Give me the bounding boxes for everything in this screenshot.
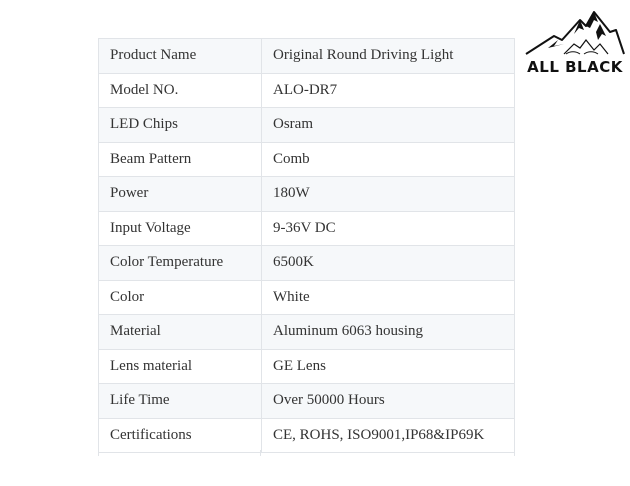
table-row [99,418,515,453]
spec-key: Material [99,315,262,350]
spec-value: Over 50000 Hours [262,384,515,419]
table-row [99,73,515,108]
spec-value: GE Lens [262,349,515,384]
spec-value: CE, ROHS, ISO9001,IP68&IP69K [262,418,515,453]
spec-key: Lens material [99,349,262,384]
brand-logo [524,10,626,76]
table-row [99,177,515,212]
spec-value: 6500K [262,246,515,281]
spec-table [98,38,515,453]
spec-key: Model NO. [99,73,262,108]
spec-value: White [262,280,515,315]
table-continuation [98,450,515,456]
spec-key: Power [99,177,262,212]
spec-value: ALO-DR7 [262,73,515,108]
spec-value: Comb [262,142,515,177]
table-row [99,211,515,246]
table-row [99,384,515,419]
table-row [99,349,515,384]
spec-value: Original Round Driving Light [262,39,515,74]
table-row [99,280,515,315]
spec-key: Product Name [99,39,262,74]
spec-key: Life Time [99,384,262,419]
mountain-icon [524,10,626,58]
spec-key: Certifications [99,418,262,453]
column-divider [260,450,261,456]
table-row [99,315,515,350]
spec-key: Input Voltage [99,211,262,246]
brand-logo-text: ALL BLACK [527,58,623,76]
spec-key: Color [99,280,262,315]
table-row [99,39,515,74]
spec-value: Aluminum 6063 housing [262,315,515,350]
spec-value: Osram [262,108,515,143]
spec-key: LED Chips [99,108,262,143]
table-row [99,108,515,143]
spec-key: Beam Pattern [99,142,262,177]
table-row [99,246,515,281]
spec-value: 180W [262,177,515,212]
spec-value: 9-36V DC [262,211,515,246]
table-row [99,142,515,177]
spec-key: Color Temperature [99,246,262,281]
